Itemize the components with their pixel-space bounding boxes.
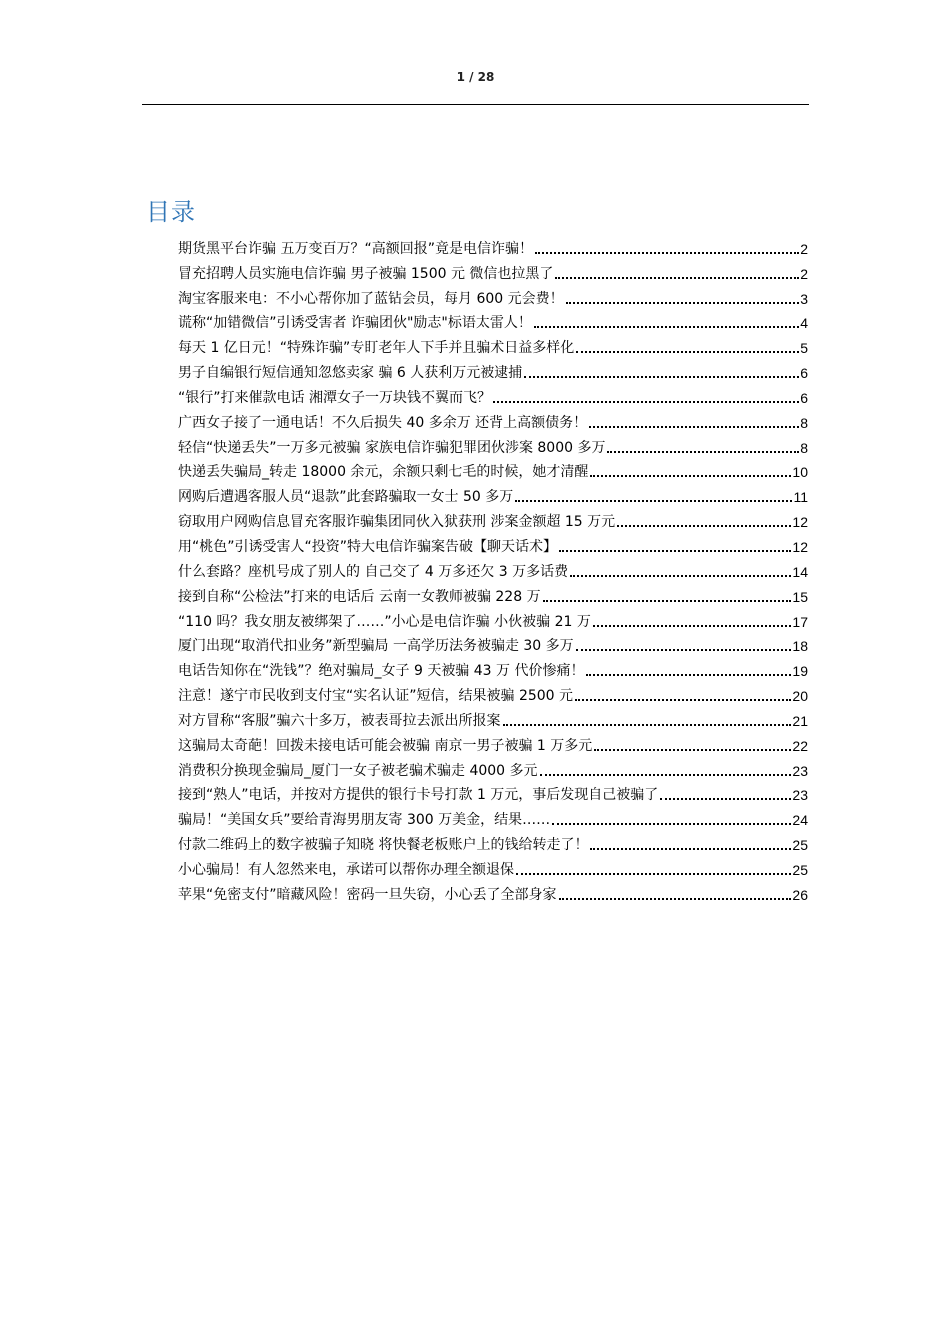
toc-entry-page-number: 5	[800, 340, 808, 357]
toc-leader-dots	[516, 873, 791, 875]
toc-entry[interactable]	[178, 332, 808, 357]
toc-entry-title: 每天 1 亿日元！“特殊诈骗”专盯老年人下手并且骗术日益多样化	[178, 340, 575, 357]
toc-entry-title: 对方冒称“客服”骗六十多万，被表哥拉去派出所报案	[178, 712, 501, 729]
toc-entry[interactable]	[178, 407, 808, 432]
toc-leader-dots	[575, 699, 791, 701]
toc-entry[interactable]	[178, 382, 808, 407]
toc-leader-dots	[589, 426, 799, 428]
toc-entry-page-number: 23	[792, 762, 808, 779]
toc-entry-page-number: 8	[800, 414, 808, 431]
toc-leader-dots	[535, 252, 799, 254]
toc-entry-page-number: 12	[792, 538, 808, 555]
toc-leader-dots	[493, 401, 799, 403]
toc-entry-page-number: 2	[800, 240, 808, 257]
toc-entry-page-number: 12	[792, 514, 808, 531]
toc-entry-page-number: 6	[800, 365, 808, 382]
toc-entry-title: 快递丢失骗局_转走 18000 余元，余额只剩七毛的时候，她才清醒	[178, 464, 589, 481]
toc-leader-dots	[503, 724, 792, 726]
toc-entry[interactable]	[178, 481, 808, 506]
toc-entry-page-number: 21	[792, 712, 808, 729]
toc-entry[interactable]	[178, 556, 808, 581]
toc-entry-page-number: 4	[800, 315, 808, 332]
toc-entry-title: 男子自编银行短信通知忽悠卖家 骗 6 人获利万元被逮捕	[178, 365, 523, 382]
toc-leader-dots	[660, 798, 791, 800]
toc-entry-title: 窃取用户网购信息冒充客服诈骗集团同伙入狱获刑 涉案金额超 15 万元	[178, 514, 616, 531]
toc-entry[interactable]	[178, 804, 808, 829]
toc-entry[interactable]	[178, 506, 808, 531]
toc-entry[interactable]	[178, 680, 808, 705]
toc-entry[interactable]	[178, 606, 808, 631]
toc-entry[interactable]	[178, 854, 808, 879]
toc-entry-title: 消费积分换现金骗局_厦门一女子被老骗术骗走 4000 多元	[178, 762, 538, 779]
toc-entry-page-number: 2	[800, 265, 808, 282]
toc-entry-title: 轻信“快递丢失”一万多元被骗 家族电信诈骗犯罪团伙涉案 8000 多万	[178, 439, 606, 456]
toc-leader-dots	[593, 625, 792, 627]
toc-leader-dots	[543, 600, 792, 602]
toc-heading: 目录	[146, 198, 196, 226]
toc-entry[interactable]	[178, 283, 808, 308]
toc-entry-title: “110 吗？我女朋友被绑架了……”小心是电信诈骗 小伙被骗 21 万	[178, 613, 591, 630]
toc-entry-page-number: 19	[792, 663, 808, 680]
toc-entry-page-number: 14	[792, 563, 808, 580]
toc-entry-title: 付款二维码上的数字被骗子知晓 将快餐老板账户上的钱给转走了！	[178, 837, 589, 854]
toc-entry-title: 这骗局太奇葩！回拨未接电话可能会被骗 南京一男子被骗 1 万多元	[178, 737, 593, 754]
toc-entry-title: 厦门出现“取消代扣业务”新型骗局 一高学历法务被骗走 30 多万	[178, 638, 574, 655]
toc-leader-dots	[559, 898, 792, 900]
toc-entry-page-number: 24	[792, 812, 808, 829]
toc-entry-page-number: 26	[792, 886, 808, 903]
toc-entry-title: 广西女子接了一通电话！不久后损失 40 多余万 还背上高额债务！	[178, 414, 588, 431]
toc-leader-dots	[515, 500, 792, 502]
toc-entry-title: “银行”打来催款电话 湘潭女子一万块钱不翼而飞？	[178, 389, 491, 406]
toc-entry[interactable]	[178, 879, 808, 904]
toc-list	[178, 233, 808, 904]
toc-entry[interactable]	[178, 730, 808, 755]
toc-leader-dots	[559, 550, 791, 552]
toc-entry-page-number: 3	[800, 290, 808, 307]
toc-entry-title: 谎称“加错微信”引诱受害者 诈骗团伙"励志"标语太雷人！	[178, 315, 532, 332]
toc-entry-title: 注意！遂宁市民收到支付宝“实名认证”短信，结果被骗 2500 元	[178, 688, 574, 705]
toc-entry-page-number: 25	[792, 837, 808, 854]
toc-entry-title: 骗局！“美国女兵”要给青海男朋友寄 300 万美金，结果……	[178, 812, 551, 829]
toc-leader-dots	[576, 649, 792, 651]
header-divider	[142, 104, 809, 105]
toc-entry-title: 淘宝客服来电：不小心帮你加了蓝钻会员，每月 600 元会费！	[178, 290, 564, 307]
toc-entry[interactable]	[178, 457, 808, 482]
toc-leader-dots	[555, 277, 799, 279]
toc-entry-title: 小心骗局！有人忽然来电，承诺可以帮你办理全额退保	[178, 861, 514, 878]
toc-entry-title: 期货黑平台诈骗 五万变百万？“高额回报”竟是电信诈骗！	[178, 240, 533, 257]
toc-leader-dots	[607, 451, 799, 453]
toc-entry[interactable]	[178, 655, 808, 680]
toc-entry-page-number: 22	[792, 737, 808, 754]
toc-leader-dots	[590, 475, 791, 477]
toc-entry[interactable]	[178, 531, 808, 556]
toc-leader-dots	[540, 774, 792, 776]
toc-entry-page-number: 18	[792, 638, 808, 655]
toc-leader-dots	[524, 376, 799, 378]
toc-leader-dots	[534, 326, 799, 328]
toc-entry-page-number: 10	[792, 464, 808, 481]
toc-leader-dots	[576, 351, 799, 353]
toc-entry[interactable]	[178, 780, 808, 805]
toc-leader-dots	[590, 848, 791, 850]
toc-entry-title: 冒充招聘人员实施电信诈骗 男子被骗 1500 元 微信也拉黑了	[178, 265, 554, 282]
toc-entry[interactable]	[178, 705, 808, 730]
toc-leader-dots	[586, 674, 791, 676]
toc-leader-dots	[566, 302, 800, 304]
toc-entry[interactable]	[178, 233, 808, 258]
toc-entry-title: 电话告知你在“洗钱”？绝对骗局_女子 9 天被骗 43 万 代价惨痛！	[178, 663, 585, 680]
toc-entry[interactable]	[178, 631, 808, 656]
toc-leader-dots	[617, 525, 791, 527]
toc-entry[interactable]	[178, 829, 808, 854]
toc-entry[interactable]	[178, 581, 808, 606]
toc-entry[interactable]	[178, 432, 808, 457]
toc-entry[interactable]	[178, 308, 808, 333]
toc-entry[interactable]	[178, 258, 808, 283]
toc-entry-page-number: 8	[800, 439, 808, 456]
toc-entry[interactable]	[178, 357, 808, 382]
toc-entry-page-number: 23	[792, 787, 808, 804]
toc-entry-page-number: 17	[792, 613, 808, 630]
toc-entry-title: 接到“熟人”电话，并按对方提供的银行卡号打款 1 万元，事后发现自己被骗了	[178, 787, 659, 804]
toc-entry-page-number: 20	[792, 688, 808, 705]
toc-entry-title: 接到自称“公检法”打来的电话后 云南一女教师被骗 228 万	[178, 588, 541, 605]
toc-entry-page-number: 15	[792, 588, 808, 605]
toc-entry-title: 什么套路？座机号成了别人的 自己交了 4 万多还欠 3 万多话费	[178, 563, 569, 580]
toc-entry[interactable]	[178, 755, 808, 780]
toc-leader-dots	[552, 823, 791, 825]
toc-entry-title: 网购后遭遇客服人员“退款”此套路骗取一女士 50 多万	[178, 489, 514, 506]
page-number-header: 1 / 28	[456, 70, 495, 84]
toc-leader-dots	[570, 575, 791, 577]
toc-entry-page-number: 25	[792, 861, 808, 878]
toc-leader-dots	[594, 749, 791, 751]
toc-entry-title: 用“桃色”引诱受害人“投资”特大电信诈骗案告破【聊天话术】	[178, 538, 558, 555]
toc-entry-page-number: 11	[793, 489, 808, 506]
toc-entry-page-number: 6	[800, 389, 808, 406]
toc-entry-title: 苹果“免密支付”暗藏风险！密码一旦失窃，小心丢了全部身家	[178, 886, 557, 903]
